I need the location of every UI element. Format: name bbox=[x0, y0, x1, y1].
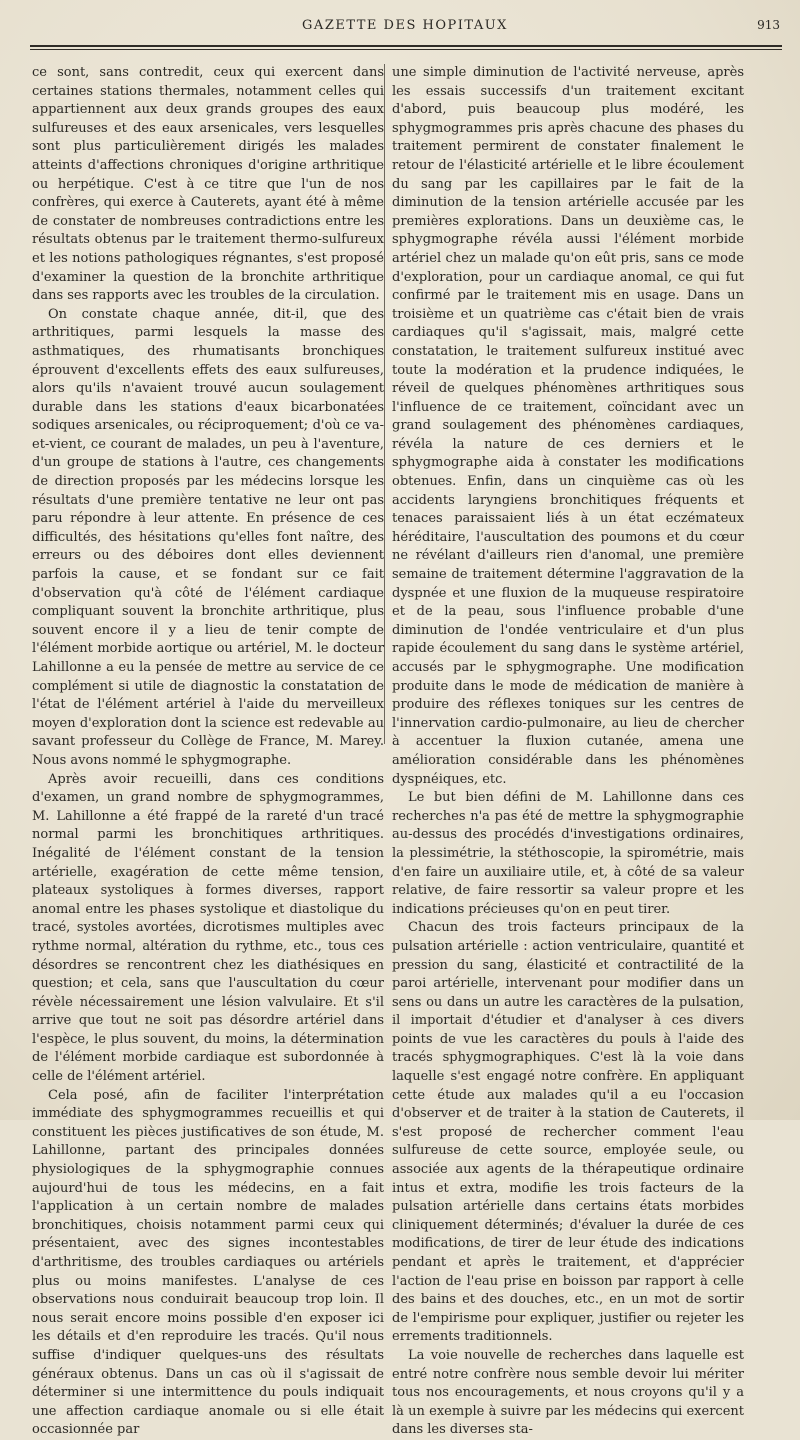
column-divider bbox=[384, 64, 385, 744]
paragraph: La voie nouvelle de recherches dans laquelle est entré notre confrère nous semble devoir lui mériter tous nos encouragements, et nous croyons qu'il y a là un exemple à suivre par les médecins qui exercent dans les diverses sta- bbox=[392, 1347, 744, 1438]
paragraph: Cela posé, afin de faciliter l'interprétation immédiate des sphygmogrammes recueillis et qui constituent les pièces justificatives de son étude, M. Lahillonne, partant des principales données physiologiques de la sphygmographie connues aujourd'hui de tous les médecins, en a fait l'application à un certain nombre de malades bronchitiques, choisis notamment parmi ceux qui présentaient, avec des signes incontestables d'arthritisme, des troubles cardiaques ou artériels plus ou moins manifestes. L'analyse de ces observations nous conduirait beaucoup trop loin. Il nous serait encore moins possible d'en exposer ici les détails et d'en reproduire les tracés. Qu'il nous suffise d'indiquer quelques-uns des résultats généraux obtenus. Dans un cas où il s'agissait de déterminer si une intermittence du pouls indiquait une affection cardiaque anomale ou si elle était occasionnée par bbox=[32, 1087, 384, 1438]
paragraph: Le but bien défini de M. Lahillonne dans ces recherches n'a pas été de mettre la sphygmographie au-dessus des procédés d'investigations ordinaires, la plessimétrie, la stéthoscopie, la spirométrie, mais d'en faire un auxiliaire utile, et, à côté de sa valeur relative, de faire ressortir sa valeur propre et les indications précieuses qu'on en peut tirer. bbox=[392, 790, 744, 917]
page-number: 913 bbox=[757, 18, 780, 32]
left-column bbox=[32, 64, 384, 1438]
paragraph: une simple diminution de l'activité nerveuse, après les essais successifs d'un traitement excitant d'abord, puis beaucoup plus modéré, les sphygmogrammes pris après chacune des phases du traitement permirent de constater finalement le retour de l'élasticité artérielle et le libre écoulement du sang par les capillaires par le fait de la diminution de la tension artérielle accusée par les premières explorations. Dans un deuxième cas, le sphygmographe révéla aussi l'élément morbide artériel chez un malade qu'on eût pris, sans ce mode d'exploration, pour un cardiaque anomal, ce qui fut confirmé par le traitement mis en usage. Dans un troisième et un quatrième cas c'était bien de vrais cardiaques qu'il s'agissait, mais, malgré cette constatation, le traitement sulfureux institué avec toute la modération et la prudence indiquées, le réveil de quelques phénomènes arthritiques sous l'influence de ce traitement, coïncidant avec un grand soulagement des phénomènes cardiaques, révéla la nature de ces derniers et le sphygmographe aida à constater les modifications obtenues. Enfin, dans un cinquième cas où les accidents laryngiens bronchitiques fréquents et tenaces paraissaient liés à un état eczémateux héréditaire, l'auscultation des poumons et du cœur ne révélant d'ailleurs rien d'anomal, une première semaine de traitement détermine l'aggravation de la dyspnée et une fluxion de la muqueuse respiratoire et de la peau, sous l'influence probable d'une diminution de l'ondée ventriculaire et d'un plus rapide écoulement du sang dans le système artériel, accusés par le sphygmographe. Une modification produite dans le mode de médication de manière à produire des réflexes toniques sur les centres de l'innervation cardio-pulmonaire, au lieu de chercher à accentuer la fluxion cutanée, amena une amélioration considérable dans les phénomènes dyspnéiques, etc. bbox=[392, 65, 744, 787]
page-header bbox=[30, 18, 780, 38]
paragraph: ce sont, sans contredit, ceux qui exercent dans certaines stations thermales, notamment celles qui appartiennent aux deux grands groupes des eaux sulfureuses et des eaux arsenicales, vers lesquelles sont plus particulièrement dirigés les malades atteints d'affections chroniques d'origine arthritique ou herpétique. C'est à ce titre que l'un de nos confrères, qui exerce à Cauterets, ayant été à même de constater de nombreuses contradictions entre les résultats obtenus par le traitement thermo-sulfureux et les notions pathologiques régnantes, s'est proposé d'examiner la question de la bronchite arthritique dans ses rapports avec les troubles de la circulation. bbox=[32, 65, 384, 304]
paragraph: Chacun des trois facteurs principaux de la pulsation artérielle : action ventriculaire, quantité et pression du sang, élasticité et contractilité de la paroi artérielle, intervenant pour modifier dans un sens ou dans un autre les caractères de la pulsation, il importait d'étudier et d'analyser à ces divers points de vue les caractères du pouls à l'aide des tracés sphygmographiques. C'est là la voie dans laquelle s'est engagé notre confrère. En appliquant cette étude aux malades qu'il a eu l'occasion d'observer et de traiter à la station de Cauterets, il s'est proposé de rechercher comment l'eau sulfureuse de cette source, employée seule, ou associée aux agents de la thérapeutique ordinaire intus et extra, modifie les trois facteurs de la pulsation artérielle dans certains états morbides cliniquement déterminés; d'évaluer la durée de ces modifications, de tirer de leur étude des indications pendant et après le traitement, et d'apprécier l'action de l'eau prise en boisson par rapport à celle des bains et des douches, etc., en un mot de sortir de l'empirisme pour expliquer, justifier ou rejeter les errements traditionnels. bbox=[392, 920, 744, 1345]
paragraph: Après avoir recueilli, dans ces conditions d'examen, un grand nombre de sphygmogrammes, M. Lahillonne a été frappé de la rareté d'un tracé normal parmi les bronchitiques arthritiques. Inégalité de l'élément constant de la tension artérielle, exagération de cette même tension, plateaux systoliques à formes diverses, rapport anomal entre les phases systolique et diastolique du tracé, systoles avortées, dicrotismes multiples avec rythme normal, altération du rythme, etc., tous ces désordres se rencontrent chez les diathésiques en question; et cela, sans que l'auscultation du cœur révèle nécessairement une lésion valvulaire. Et s'il arrive que tout ne soit pas désordre artériel dans l'espèce, le plus souvent, du moins, la détermination de l'élément morbide cardiaque est subordonnée à celle de l'élément artériel. bbox=[32, 771, 384, 1085]
running-title: GAZETTE DES HOPITAUX bbox=[302, 18, 508, 33]
header-rule-thick bbox=[30, 45, 782, 47]
header-rule-thin bbox=[30, 49, 782, 50]
paragraph: On constate chaque année, dit-il, que des arthritiques, parmi lesquels la masse des asthmatiques, des rhumatisants bronchiques éprouvent d'excellents effets des eaux sulfureuses, alors qu'ils n'avaient trouvé aucun soulagement durable dans les stations d'eaux bicarbonatées sodiques arsenicales, ou réciproquement; d'où ce va-et-vient, ce courant de malades, un peu à l'aventure, d'un groupe de stations à l'autre, ces changements de direction proposés par les médecins lorsque les résultats d'une première tentative ne leur ont pas paru répondre à leur attente. En présence de ces difficultés, des hésitations qu'elles font naître, des erreurs ou des déboires dont elles deviennent parfois la cause, et se fondant sur ce fait d'observation qu'à côté de l'élément cardiaque compliquant souvent la bronchite arthritique, plus souvent encore il y a lieu de tenir compte de l'élément morbide aortique ou artériel, M. le docteur Lahillonne a eu la pensée de mettre au service de ce complément si utile de diagnostic la constatation de l'état de l'élément artériel à l'aide du merveilleux moyen d'exploration dont la science est redevable au savant professeur du Collège de France, M. Marey. Nous avons nommé le sphygmographe. bbox=[32, 306, 384, 768]
right-column bbox=[392, 64, 744, 1438]
